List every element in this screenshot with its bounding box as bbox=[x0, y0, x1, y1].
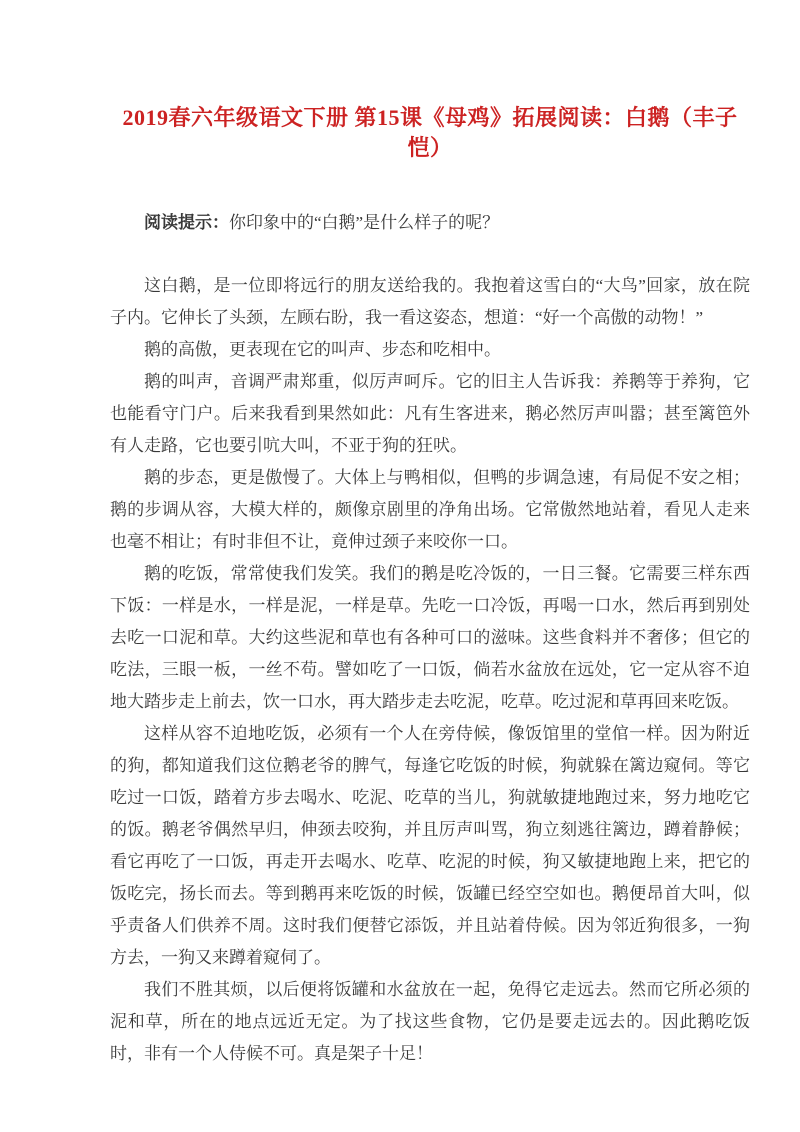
reading-hint-text: 你印象中的“白鹅”是什么样子的呢？ bbox=[229, 213, 500, 232]
paragraph: 这样从容不迫地吃饭，必须有一个人在旁侍候，像饭馆里的堂倌一样。因为附近的狗，都知道我们这位鹅老爷的脾气，每逢它吃饭的时候，狗就躲在篱边窥伺。等它吃过一口饭，踏着方步去喝水、吃泥、吃草的当儿，狗就敏捷地跑过来，努力地吃它的饭。鹅老爷偶然早归，伸颈去咬狗，并且厉声叫骂，狗立刻逃往篱边，蹲着静候；看它再吃了一口饭，再走开去喝水、吃草、吃泥的时候，狗又敏捷地跑上来，把它的饭吃完，扬长而去。等到鹅再来吃饭的时候，饭罐已经空空如也。鹅便昂首大叫，似乎责备人们供养不周。这时我们便替它添饭，并且站着侍候。因为邻近狗很多，一狗方去，一狗又来蹲着窥伺了。 bbox=[110, 724, 750, 967]
reading-hint-label: 阅读提示： bbox=[144, 213, 229, 232]
document-content bbox=[110, 103, 750, 1070]
paragraph: 鹅的高傲，更表现在它的叫声、步态和吃相中。 bbox=[144, 340, 501, 359]
paragraph: 我们不胜其烦，以后便将饭罐和水盆放在一起，免得它走远去。然而它所必须的泥和草，所在的地点远近无定。为了找这些食物，它仍是要走远去的。因此鹅吃饭时，非有一个人侍候不可。真是架子十足！ bbox=[110, 980, 750, 1063]
paragraph: 鹅的吃饭，常常使我们发笑。我们的鹅是吃冷饭的，一日三餐。它需要三样东西下饭：一样是水，一样是泥，一样是草。先吃一口冷饭，再喝一口水，然后再到别处去吃一口泥和草。大约这些泥和草也有各种可口的滋味。这些食料并不奢侈；但它的吃法，三眼一板，一丝不苟。譬如吃了一口饭，倘若水盆放在远处，它一定从容不迫地大踏步走上前去，饮一口水，再大踏步走去吃泥，吃草。吃过泥和草再回来吃饭。 bbox=[110, 564, 750, 711]
reading-hint bbox=[110, 207, 750, 239]
paragraph: 这白鹅，是一位即将远行的朋友送给我的。我抱着这雪白的“大鸟”回家，放在院子内。它伸长了头颈，左顾右盼，我一看这姿态，想道：“好一个高傲的动物！” bbox=[110, 276, 750, 327]
paragraph: 鹅的步态，更是傲慢了。大体上与鸭相似，但鸭的步调急速，有局促不安之相；鹅的步调从容，大模大样的，颇像京剧里的净角出场。它常傲然地站着，看见人走来也毫不相让；有时非但不让，竟伸过颈子来咬你一口。 bbox=[110, 468, 750, 551]
essay-body bbox=[110, 270, 750, 1070]
page-title: 2019春六年级语文下册 第15课《母鸡》拓展阅读：白鹅（丰子恺） bbox=[122, 105, 738, 160]
paragraph: 鹅的叫声，音调严肃郑重，似厉声呵斥。它的旧主人告诉我：养鹅等于养狗，它也能看守门户。后来我看到果然如此：凡有生客进来，鹅必然厉声叫嚣；甚至篱笆外有人走路，它也要引吭大叫，不亚于狗的狂吠。 bbox=[110, 372, 750, 455]
